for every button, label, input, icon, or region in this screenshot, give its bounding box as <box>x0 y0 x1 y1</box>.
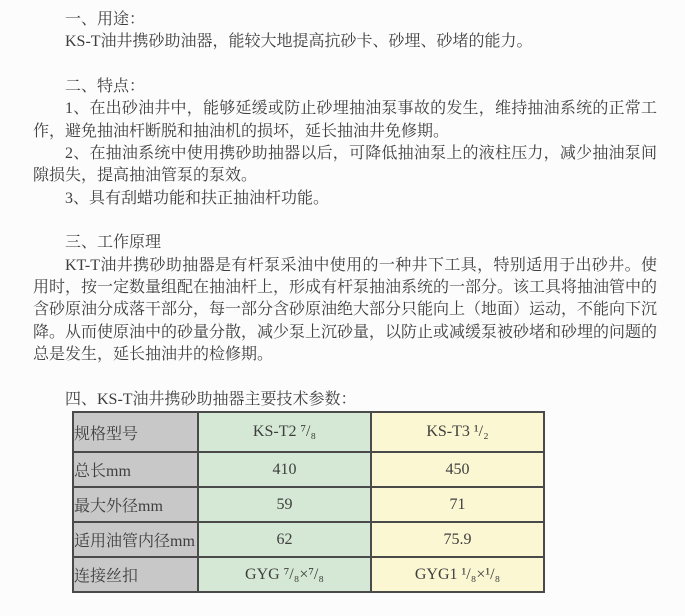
table-cell-tubing-id-kst3: 75.9 <box>371 522 544 557</box>
table-cell-max-od-kst3: 71 <box>371 487 544 522</box>
table-row-tubing-id <box>73 522 544 557</box>
heading-features: 二、特点： <box>65 77 146 95</box>
para-feature-1: 1、在出砂油井中，能够延缓或防止砂埋抽油泵事故的发生，维持抽油系统的正常工作，避免抽油杆断脱和抽油机的损坏，延长抽油井免修期。 <box>33 100 657 140</box>
para-feature-2: 2、在抽油系统中使用携砂助抽器以后，可降低抽油泵上的液柱压力，减少抽油泵间隙损失，提高抽油管泵的泵效。 <box>33 145 657 185</box>
table-cell-model-kst3: KS-T3 ¹/₂ <box>371 412 544 452</box>
table-row-max-od <box>73 487 544 522</box>
table-cell-total-length-kst2: 410 <box>198 452 371 487</box>
heading-principle: 三、工作原理 <box>65 234 162 252</box>
para-feature-3: 3、具有刮蜡功能和扶正抽油杆功能。 <box>65 189 330 207</box>
specs-table <box>72 411 545 593</box>
heading-usage: 一、用途： <box>65 11 146 28</box>
table-cell-max-od-label: 最大外径mm <box>73 487 198 522</box>
table-cell-max-od-kst2: 59 <box>198 487 371 522</box>
table-cell-spec-model-label: 规格型号 <box>73 412 198 452</box>
table-cell-tubing-id-label: 适用油管内径mm <box>73 522 198 557</box>
heading-specs: 四、KS-T油井携砂助抽器主要技术参数： <box>65 390 357 408</box>
table-cell-model-kst2: KS-T2 ⁷/₈ <box>198 412 371 452</box>
table-header-row <box>73 412 544 452</box>
table-cell-tubing-id-kst2: 62 <box>198 522 371 557</box>
table-cell-total-length-kst3: 450 <box>371 452 544 487</box>
table-cell-thread-kst3: GYG1 ¹/₈×¹/₈ <box>371 557 544 592</box>
para-usage: KS-T油井携砂助油器，能较大地提高抗砂卡、砂埋、砂堵的能力。 <box>65 33 533 51</box>
table-cell-thread-label: 连接丝扣 <box>73 557 198 592</box>
table-cell-total-length-label: 总长mm <box>73 452 198 487</box>
table-row-total-length <box>73 452 544 487</box>
table-row-thread <box>73 557 544 592</box>
para-principle: KT-T油井携砂助抽器是有杆泵采油中使用的一种井下工具，特别适用于出砂井。使用时，按一定数量组配在抽油杆上，形成有杆泵抽油系统的一部分。该工具将抽油管中的含砂原油分成落干部分，每一部分含砂原油绝大部分只能向上（地面）运动，不能向下沉降。从而使原油中的砂量分散，减少泵上沉砂量，以防止或减缓泵被砂堵和砂埋的问题的总是发生，延长抽油井的检修期。 <box>33 256 658 364</box>
table-cell-thread-kst2: GYG ⁷/₈×⁷/₈ <box>198 557 371 592</box>
